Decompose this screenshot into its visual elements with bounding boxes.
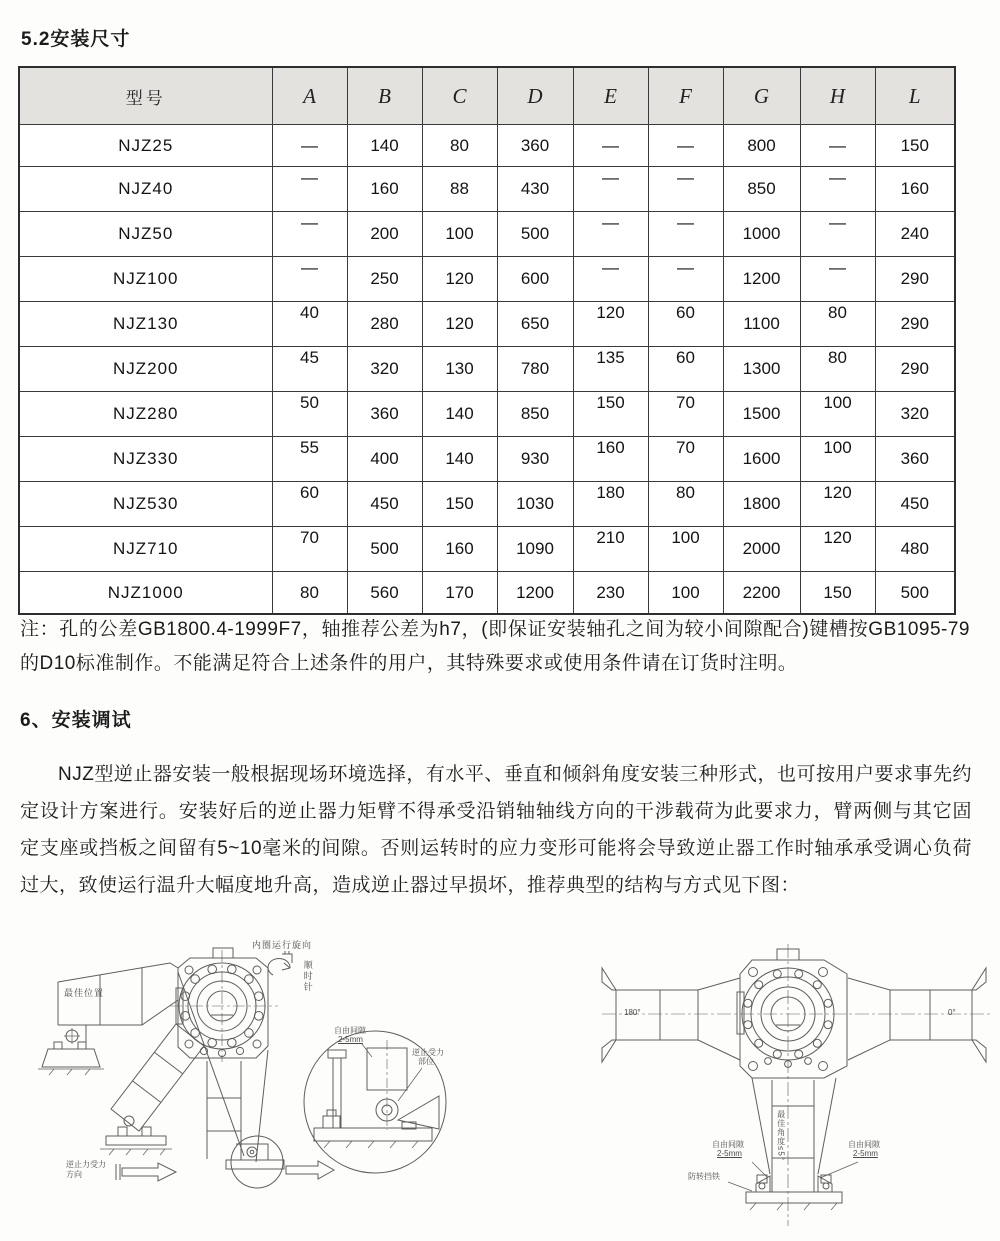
value-cell: 40: [272, 302, 347, 347]
value-cell: 1030: [497, 482, 573, 527]
table-row: [19, 167, 955, 212]
column-header: F: [648, 67, 723, 125]
value-cell: 60: [648, 347, 723, 392]
value-cell: 150: [800, 572, 875, 615]
value-cell: 45: [272, 347, 347, 392]
model-cell: NJZ100: [19, 257, 272, 302]
inclined-installation-drawing: [30, 930, 460, 1222]
horizontal-installation-drawing: [600, 930, 995, 1232]
value-cell: 120: [800, 482, 875, 527]
rotation-direction-label: 内圈运行旋向: [252, 940, 313, 950]
value-cell: 70: [648, 392, 723, 437]
value-cell: 60: [648, 302, 723, 347]
value-cell: 120: [573, 302, 648, 347]
value-cell: 120: [422, 302, 497, 347]
value-cell: 150: [573, 392, 648, 437]
model-cell: NJZ280: [19, 392, 272, 437]
clockwise-label: 顺时针: [302, 960, 313, 993]
value-cell: 500: [497, 212, 573, 257]
table-row: [19, 302, 955, 347]
model-cell: NJZ530: [19, 482, 272, 527]
value-cell: —: [272, 257, 347, 302]
value-cell: 400: [347, 437, 422, 482]
column-header: H: [800, 67, 875, 125]
value-cell: 120: [800, 527, 875, 572]
value-cell: 600: [497, 257, 573, 302]
best-position-label: 最佳位置: [64, 988, 105, 998]
model-cell: NJZ130: [19, 302, 272, 347]
angle-180-label: 180°: [624, 1008, 641, 1017]
value-cell: 100: [648, 572, 723, 615]
value-cell: 160: [347, 167, 422, 212]
value-cell: 560: [347, 572, 422, 615]
figure-horizontal-installation: [600, 930, 995, 1232]
value-cell: 290: [875, 347, 955, 392]
value-cell: 160: [573, 437, 648, 482]
value-cell: —: [573, 125, 648, 167]
value-cell: —: [648, 257, 723, 302]
value-cell: 800: [723, 125, 800, 167]
model-cell: NJZ50: [19, 212, 272, 257]
value-cell: —: [573, 212, 648, 257]
value-cell: 80: [422, 125, 497, 167]
value-cell: —: [800, 125, 875, 167]
column-header: B: [347, 67, 422, 125]
value-cell: 360: [497, 125, 573, 167]
value-cell: 430: [497, 167, 573, 212]
value-cell: 140: [347, 125, 422, 167]
value-cell: 2200: [723, 572, 800, 615]
free-gap-left-label: 自由间隙: [712, 1140, 744, 1149]
value-cell: 170: [422, 572, 497, 615]
value-cell: 150: [422, 482, 497, 527]
table-row: [19, 572, 955, 615]
value-cell: 290: [875, 257, 955, 302]
force-area-label-line2: 部位: [418, 1057, 434, 1066]
dimensions-table: [18, 66, 956, 615]
table-header-row: [19, 67, 955, 125]
column-header: D: [497, 67, 573, 125]
table-row: [19, 437, 955, 482]
value-cell: 360: [875, 437, 955, 482]
best-angle-label: 最佳角度≤5°: [776, 1110, 786, 1162]
value-cell: 140: [422, 392, 497, 437]
free-gap-right-label: 自由间隙: [848, 1140, 880, 1149]
table-row: [19, 347, 955, 392]
force-direction-label-line2: 方向: [66, 1170, 82, 1179]
figure-inclined-installation: [30, 930, 460, 1222]
value-cell: 200: [347, 212, 422, 257]
value-cell: 250: [347, 257, 422, 302]
angle-0-label: 0°: [948, 1008, 956, 1017]
value-cell: —: [800, 212, 875, 257]
value-cell: —: [648, 125, 723, 167]
value-cell: 320: [347, 347, 422, 392]
value-cell: —: [573, 257, 648, 302]
section6-title: 6、安装调试: [20, 710, 132, 731]
value-cell: 100: [800, 392, 875, 437]
table-row: [19, 392, 955, 437]
value-cell: 1090: [497, 527, 573, 572]
value-cell: —: [648, 167, 723, 212]
value-cell: 150: [875, 125, 955, 167]
force-area-label-line1: 逆止受力: [412, 1048, 444, 1057]
value-cell: 130: [422, 347, 497, 392]
value-cell: —: [272, 212, 347, 257]
value-cell: 930: [497, 437, 573, 482]
value-cell: 1200: [723, 257, 800, 302]
value-cell: —: [800, 167, 875, 212]
value-cell: 55: [272, 437, 347, 482]
value-cell: 1500: [723, 392, 800, 437]
column-header: E: [573, 67, 648, 125]
column-header: 型号: [19, 67, 272, 125]
value-cell: 210: [573, 527, 648, 572]
column-header: G: [723, 67, 800, 125]
value-cell: 70: [272, 527, 347, 572]
free-gap-value: 2-5mm: [338, 1035, 363, 1044]
column-header: L: [875, 67, 955, 125]
value-cell: 100: [648, 527, 723, 572]
value-cell: 290: [875, 302, 955, 347]
value-cell: 780: [497, 347, 573, 392]
model-cell: NJZ330: [19, 437, 272, 482]
section-title: 5.2安装尺寸: [21, 29, 131, 50]
value-cell: 850: [497, 392, 573, 437]
value-cell: 360: [347, 392, 422, 437]
value-cell: 60: [272, 482, 347, 527]
value-cell: 850: [723, 167, 800, 212]
value-cell: 80: [800, 347, 875, 392]
value-cell: 100: [800, 437, 875, 482]
value-cell: 1300: [723, 347, 800, 392]
free-gap-label: 自由间隙: [334, 1026, 366, 1035]
value-cell: 650: [497, 302, 573, 347]
anti-rotation-stop-label: 防转挡铁: [688, 1172, 720, 1181]
table-row: [19, 527, 955, 572]
value-cell: 1200: [497, 572, 573, 615]
value-cell: 160: [875, 167, 955, 212]
value-cell: 100: [422, 212, 497, 257]
value-cell: 80: [648, 482, 723, 527]
free-gap-left-value: 2-5mm: [717, 1149, 742, 1158]
value-cell: 180: [573, 482, 648, 527]
value-cell: 240: [875, 212, 955, 257]
value-cell: 280: [347, 302, 422, 347]
value-cell: —: [648, 212, 723, 257]
table-row: [19, 257, 955, 302]
value-cell: 88: [422, 167, 497, 212]
value-cell: 135: [573, 347, 648, 392]
value-cell: —: [573, 167, 648, 212]
value-cell: 80: [272, 572, 347, 615]
model-cell: NJZ200: [19, 347, 272, 392]
column-header: C: [422, 67, 497, 125]
table-row: [19, 125, 955, 167]
table-row: [19, 482, 955, 527]
value-cell: —: [272, 167, 347, 212]
value-cell: 140: [422, 437, 497, 482]
model-cell: NJZ25: [19, 125, 272, 167]
value-cell: 500: [347, 527, 422, 572]
value-cell: 70: [648, 437, 723, 482]
table-row: [19, 212, 955, 257]
value-cell: 1800: [723, 482, 800, 527]
value-cell: 1000: [723, 212, 800, 257]
value-cell: 1600: [723, 437, 800, 482]
value-cell: 230: [573, 572, 648, 615]
free-gap-right-value: 2-5mm: [853, 1149, 878, 1158]
value-cell: 1100: [723, 302, 800, 347]
value-cell: 450: [347, 482, 422, 527]
value-cell: 500: [875, 572, 955, 615]
value-cell: 2000: [723, 527, 800, 572]
value-cell: 450: [875, 482, 955, 527]
value-cell: 80: [800, 302, 875, 347]
value-cell: 480: [875, 527, 955, 572]
force-direction-label-line1: 逆止力受力: [66, 1160, 106, 1169]
model-cell: NJZ710: [19, 527, 272, 572]
value-cell: 160: [422, 527, 497, 572]
column-header: A: [272, 67, 347, 125]
model-cell: NJZ40: [19, 167, 272, 212]
value-cell: 320: [875, 392, 955, 437]
value-cell: —: [800, 257, 875, 302]
section6-paragraph: NJZ型逆止器安装一般根据现场环境选择，有水平、垂直和倾斜角度安装三种形式，也可按用户要求事先约定设计方案进行。安装好后的逆止器力矩臂不得承受沿销轴轴线方向的干涉载荷为此要求力，臂两侧与其它固定支座或挡板之间留有5~10毫米的间隙。否则运转时的应力变形可能将会导致逆止器工作时轴承承受调心负荷过大，致使运行温升大幅度地升高，造成逆止器过早损坏，推荐典型的结构与方式见下图：: [20, 764, 972, 896]
value-cell: 50: [272, 392, 347, 437]
model-cell: NJZ1000: [19, 572, 272, 615]
value-cell: 120: [422, 257, 497, 302]
note-paragraph: 注：孔的公差GB1800.4-1999F7，轴推荐公差为h7，(即保证安装轴孔之间为较小间隙配合)键槽按GB1095-79的D10标准制作。不能满足符合上述条件的用户，其特殊要求或使用条件请在订货时注明。: [20, 619, 970, 674]
value-cell: —: [272, 125, 347, 167]
